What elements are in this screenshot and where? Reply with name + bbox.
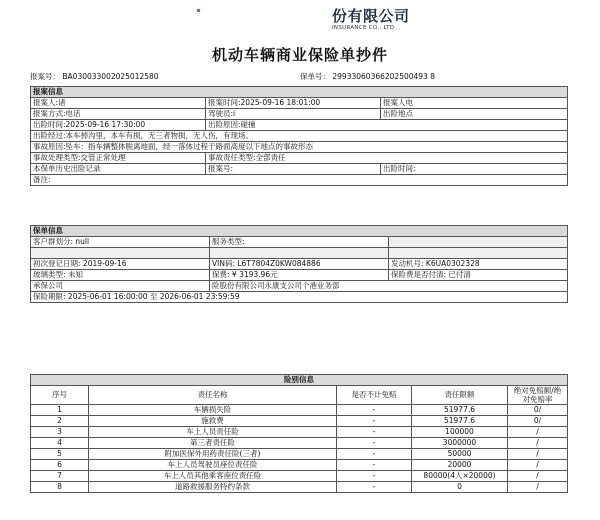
table-cell-no: 1 — [31, 405, 89, 416]
table-cell-no: 5 — [31, 449, 89, 460]
table-cell-deductible: - — [337, 427, 412, 438]
paid-cell — [389, 270, 568, 281]
first-reg-value: 2019-09-16 — [82, 259, 127, 268]
redacted-area-3 — [389, 248, 568, 259]
first-reg-label: 初次登记日期: — [33, 259, 81, 268]
handling-label: 事故处理类型: — [33, 153, 81, 162]
col-header: 绝对免赔额/绝对免赔率 — [508, 386, 568, 405]
engine-cell — [389, 259, 568, 270]
premium-label: 保费: — [212, 270, 230, 279]
history-time-cell: 出险时间: — [381, 164, 568, 175]
driver-value: i — [233, 109, 236, 118]
table-cell-name: 道路救援服务特约条款 — [89, 482, 337, 493]
accident-time-label: 出险时间: — [33, 120, 66, 129]
table-cell-no: 7 — [31, 471, 89, 482]
policy-info-section — [30, 225, 567, 303]
vin-label: VIN码: — [212, 259, 235, 268]
cause-value: 碰撞 — [240, 120, 256, 129]
logo-cn: 份有限公司 — [332, 7, 410, 25]
table-cell-abs: / — [508, 482, 568, 493]
period-label: 保险期限: — [33, 292, 66, 301]
table-cell-abs: / — [508, 427, 568, 438]
policy-info-header: 保单信息 — [31, 226, 568, 237]
table-cell-deductible: - — [337, 471, 412, 482]
table-cell-deductible: - — [337, 449, 412, 460]
reporter-cell — [31, 98, 206, 109]
history-cell: 本保单历史出险记录 — [31, 164, 206, 175]
cause-cell — [206, 120, 568, 131]
liability-value: 全部责任 — [255, 153, 286, 162]
table-cell-name: 车辆损失险 — [89, 405, 337, 416]
table-row — [31, 471, 568, 482]
table-cell-deductible: - — [337, 482, 412, 493]
table-cell-name: 施救费 — [89, 416, 337, 427]
table-row — [31, 449, 568, 460]
table-cell-deductible: - — [337, 460, 412, 471]
reporter-phone-cell — [381, 98, 568, 109]
table-cell-no: 6 — [31, 460, 89, 471]
reporter-value: 诸 — [58, 98, 66, 107]
policy-number-value: 29933060366202500493 8 — [332, 72, 435, 81]
logo-en: INSURANCE CO., LTD — [332, 25, 395, 31]
reason-label: 事故原因: — [33, 142, 66, 151]
table-row — [31, 405, 568, 416]
risk-info-header: 险别信息 — [31, 375, 568, 386]
first-reg-cell — [31, 259, 210, 270]
table-cell-abs: / — [508, 460, 568, 471]
handling-cell — [31, 153, 206, 164]
reason-value: 坠车：指车辆整体脱离地面，经一落体过程于路面高度以下地点的事故形态 — [65, 142, 314, 151]
table-cell-name: 第三者责任险 — [89, 438, 337, 449]
table-cell-limit: 80000(4人×20000) — [412, 471, 508, 482]
table-cell-abs: / — [508, 438, 568, 449]
policy-number-label: 保单号： — [300, 72, 330, 81]
report-method-cell — [31, 109, 206, 120]
table-cell-deductible: - — [337, 438, 412, 449]
service-type-cell: 服务类型: — [210, 237, 389, 248]
customer-group-label: 客户群划分: — [33, 237, 74, 246]
paid-value: 已付清 — [448, 270, 471, 279]
table-cell-name: 车上人员其他乘客座位责任险 — [89, 471, 337, 482]
report-info-section — [30, 86, 567, 186]
risk-info-section — [30, 374, 567, 493]
redacted-area-2 — [210, 248, 389, 259]
process-cell — [31, 131, 568, 142]
location-label: 出险地点 — [383, 109, 413, 118]
glass-cell — [31, 270, 210, 281]
insurer-label-cell: 承保公司 — [31, 281, 210, 292]
reporter-label: 报案人: — [33, 98, 59, 107]
table-cell-abs: / — [508, 449, 568, 460]
redacted-cell — [389, 237, 568, 248]
table-cell-name: 附加医保外用药责任险(三者) — [89, 449, 337, 460]
report-number-label: 报案号： — [30, 72, 60, 81]
customer-group-cell — [31, 237, 210, 248]
col-header: 责任名称 — [89, 386, 337, 405]
remark-cell: 备注: — [31, 175, 568, 186]
premium-value: ¥ 3193.96元 — [231, 270, 278, 279]
glass-label: 玻璃类型: — [33, 270, 66, 279]
engine-label: 发动机号: — [391, 259, 424, 268]
report-time-value: 2025-09-16 18:01:00 — [240, 98, 321, 107]
vin-value: L6T7804Z0KW084886 — [237, 259, 321, 268]
engine-value: K6UA0302328 — [425, 259, 480, 268]
report-number-value: BA030033002025012580 — [62, 72, 159, 81]
table-cell-no: 2 — [31, 416, 89, 427]
vin-cell — [210, 259, 389, 270]
table-cell-name: 车上人员驾驶员座位责任险 — [89, 460, 337, 471]
table-cell-no: 8 — [31, 482, 89, 493]
policy-number — [300, 71, 435, 82]
accident-time-cell — [31, 120, 206, 131]
liability-label: 事故责任类型: — [208, 153, 256, 162]
table-row — [31, 482, 568, 493]
reporter-phone-label: 报案人电 — [383, 98, 413, 107]
table-cell-abs: 0/ — [508, 405, 568, 416]
handling-value: 交管正常处理 — [80, 153, 126, 162]
table-cell-limit: 50000 — [412, 449, 508, 460]
driver-cell — [206, 109, 381, 120]
report-time-label: 报案时间: — [208, 98, 241, 107]
driver-label: 驾驶员: — [208, 109, 234, 118]
table-cell-limit: 100000 — [412, 427, 508, 438]
insurer-cell: 险股份有限公司永康支公司个港业务部 — [210, 281, 568, 292]
table-row — [31, 427, 568, 438]
col-header: 责任限额 — [412, 386, 508, 405]
table-cell-no: 4 — [31, 438, 89, 449]
table-cell-limit: 51977.6 — [412, 416, 508, 427]
table-cell-no: 3 — [31, 427, 89, 438]
report-info-header: 报案信息 — [31, 87, 568, 98]
liability-cell — [206, 153, 568, 164]
paid-label: 保险费是否付清: — [391, 270, 447, 279]
table-row — [31, 438, 568, 449]
report-method-label: 报案方式: — [33, 109, 66, 118]
period-value: 2025-06-01 16:00:00 至 2026-06-01 23:59:59 — [67, 292, 240, 301]
table-cell-abs: / — [508, 471, 568, 482]
period-cell — [31, 292, 568, 303]
table-row — [31, 460, 568, 471]
red-mark — [197, 9, 200, 12]
customer-group-value: null — [75, 237, 90, 246]
company-logo — [332, 5, 422, 31]
report-number — [30, 71, 159, 82]
table-cell-limit: 0 — [412, 482, 508, 493]
report-time-cell — [206, 98, 381, 109]
table-row — [31, 416, 568, 427]
glass-value: 未知 — [67, 270, 83, 279]
table-cell-name: 车上人员责任险 — [89, 427, 337, 438]
process-value: 本车掉沟里，本车有损，无三者物损，无人伤，有现场。 — [65, 131, 254, 140]
premium-cell — [210, 270, 389, 281]
col-header: 序号 — [31, 386, 89, 405]
table-cell-limit: 3000000 — [412, 438, 508, 449]
table-cell-abs: 0/ — [508, 416, 568, 427]
table-cell-deductible: - — [337, 416, 412, 427]
document-title: 机动车辆商业保险单抄件 — [211, 46, 388, 64]
cause-label: 出险原因: — [208, 120, 241, 129]
table-cell-limit: 20000 — [412, 460, 508, 471]
accident-time-value: 2025-09-16 17:30:00 — [65, 120, 146, 129]
table-cell-deductible: - — [337, 405, 412, 416]
location-cell — [381, 109, 568, 120]
process-label: 出险经过: — [33, 131, 66, 140]
table-cell-limit: 51977.6 — [412, 405, 508, 416]
reason-cell — [31, 142, 568, 153]
report-method-value: 电话 — [65, 109, 81, 118]
redacted-area-1 — [31, 248, 210, 259]
col-header: 是否不计免赔 — [337, 386, 412, 405]
history-report-cell: 报案号: — [206, 164, 381, 175]
